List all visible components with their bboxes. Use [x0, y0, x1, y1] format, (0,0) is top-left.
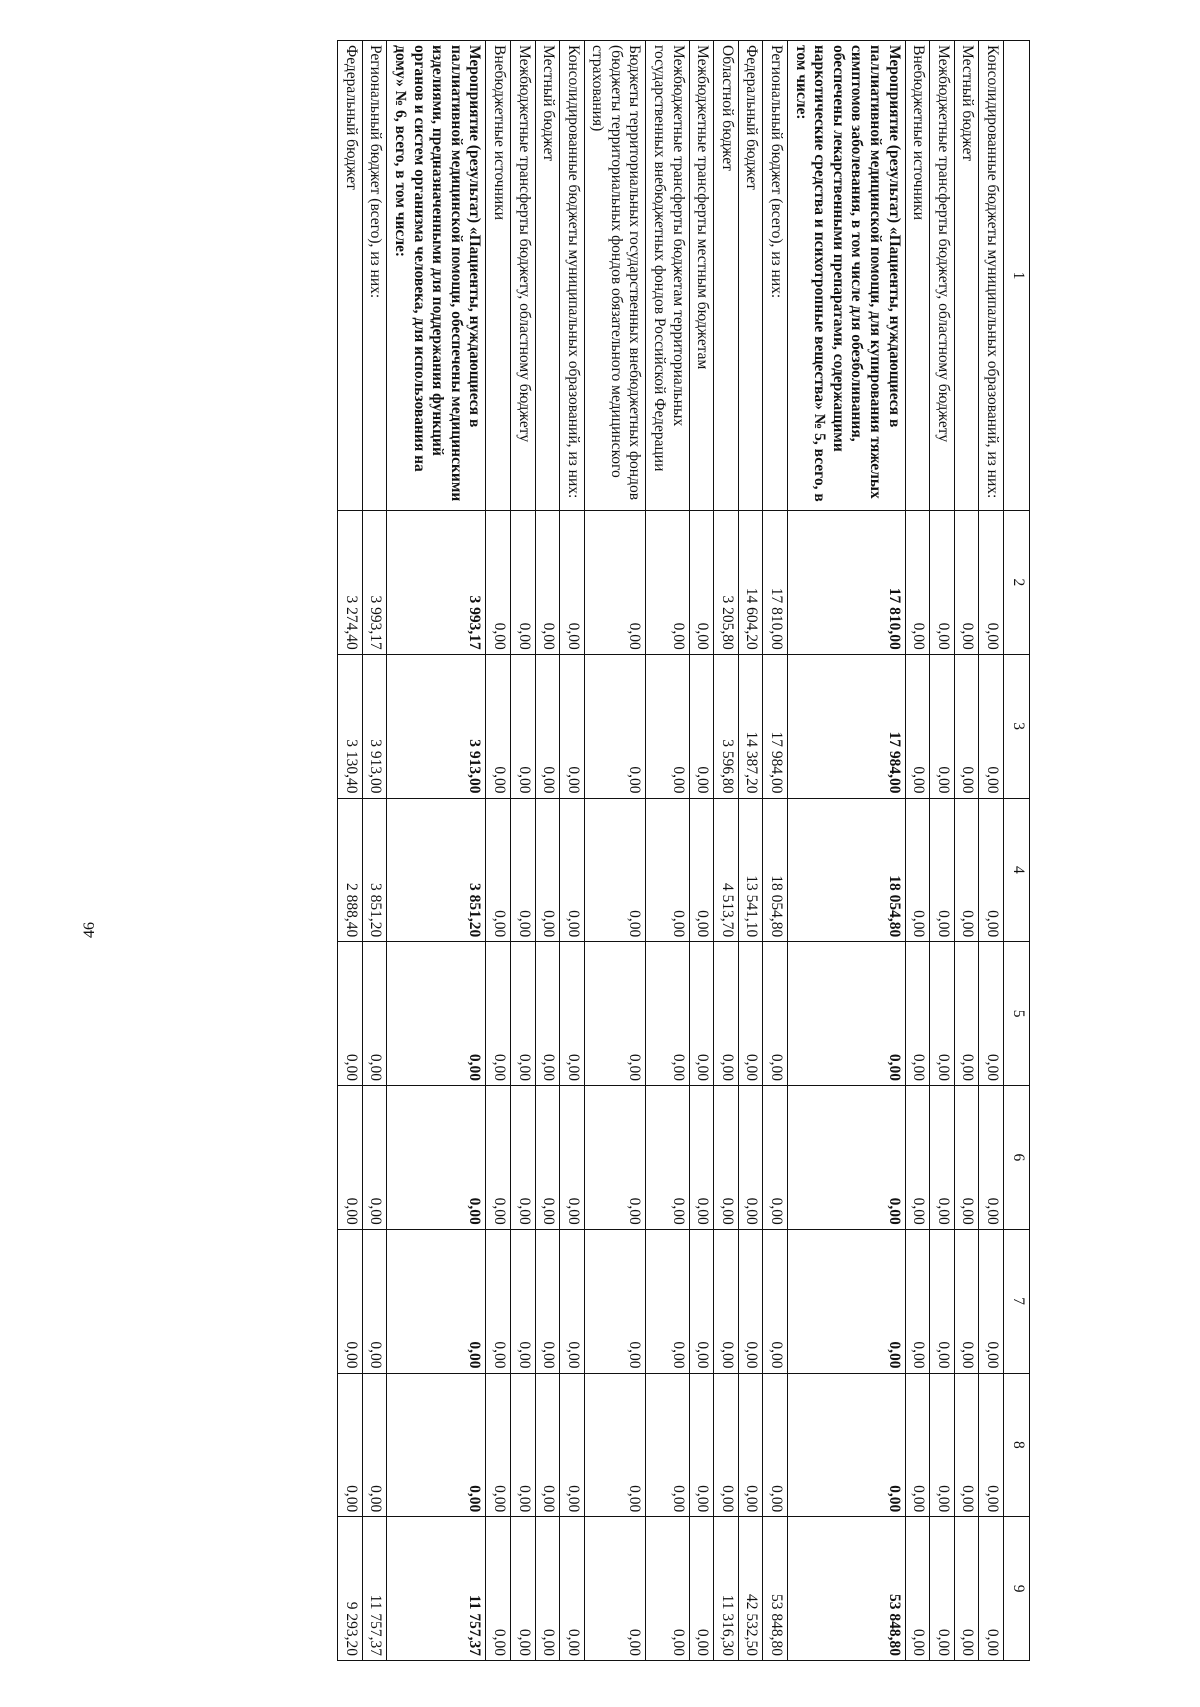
cell-value: 0,00	[338, 942, 363, 1086]
cell-value: 0,00	[510, 654, 535, 798]
cell-value: 0,00	[584, 798, 646, 942]
cell-value: 0,00	[954, 654, 979, 798]
cell-value: 18 054,80	[788, 798, 906, 942]
row-label: Мероприятие (результат) «Пациенты, нуждающиеся в паллиативной медицинской помощи, для купирования тяжелых симптомов заболевания, в том числе для обезболивания, обеспечены лекарственными препаратами, содержащими наркотические средства и психотропные вещества» № 5, всего, в том числе:	[788, 41, 906, 511]
column-header: 1	[1004, 41, 1030, 511]
cell-value: 3 913,00	[387, 654, 486, 798]
column-header: 2	[1004, 511, 1030, 655]
column-header: 7	[1004, 1229, 1030, 1373]
table-row	[738, 41, 763, 1661]
cell-value: 0,00	[584, 654, 646, 798]
table-row	[979, 41, 1004, 1661]
cell-value: 0,00	[486, 1517, 511, 1661]
cell-value: 0,00	[387, 1373, 486, 1517]
cell-value: 0,00	[763, 1229, 788, 1373]
cell-value: 0,00	[535, 511, 560, 655]
column-header: 9	[1004, 1517, 1030, 1661]
cell-value: 0,00	[646, 654, 689, 798]
cell-value: 0,00	[510, 942, 535, 1086]
row-label: Межбюджетные трансферты бюджету, областному бюджету	[930, 41, 955, 511]
table-row	[954, 41, 979, 1661]
cell-value: 0,00	[930, 511, 955, 655]
column-header: 5	[1004, 942, 1030, 1086]
cell-value: 0,00	[338, 1086, 363, 1230]
table-row	[584, 41, 646, 1661]
column-header: 4	[1004, 798, 1030, 942]
cell-value: 0,00	[486, 942, 511, 1086]
cell-value: 14 387,20	[738, 654, 763, 798]
cell-value: 0,00	[646, 511, 689, 655]
cell-value: 4 513,70	[714, 798, 739, 942]
cell-value: 0,00	[954, 1517, 979, 1661]
cell-value: 0,00	[905, 1086, 930, 1230]
row-label: Бюджеты территориальных государственных внебюджетных фондов (бюджеты территориальных фондов обязательного медицинского страхования)	[584, 41, 646, 511]
cell-value: 0,00	[535, 1229, 560, 1373]
cell-value: 0,00	[510, 1086, 535, 1230]
row-label: Межбюджетные трансферты бюджету, областному бюджету	[510, 41, 535, 511]
cell-value: 0,00	[584, 1517, 646, 1661]
cell-value: 0,00	[535, 942, 560, 1086]
cell-value: 0,00	[905, 511, 930, 655]
cell-value: 0,00	[486, 1373, 511, 1517]
cell-value: 0,00	[979, 1517, 1004, 1661]
cell-value: 42 532,50	[738, 1517, 763, 1661]
cell-value: 0,00	[714, 1229, 739, 1373]
cell-value: 0,00	[560, 511, 585, 655]
cell-value: 3 851,20	[387, 798, 486, 942]
page-number: 46	[81, 922, 98, 938]
table-row	[486, 41, 511, 1661]
cell-value: 0,00	[954, 1229, 979, 1373]
cell-value: 0,00	[930, 654, 955, 798]
cell-value: 0,00	[584, 1086, 646, 1230]
cell-value: 0,00	[510, 1373, 535, 1517]
row-label: Консолидированные бюджеты муниципальных образований, из них:	[979, 41, 1004, 511]
cell-value: 0,00	[486, 798, 511, 942]
row-label: Местный бюджет	[535, 41, 560, 511]
cell-value: 0,00	[788, 1086, 906, 1230]
cell-value: 0,00	[689, 1086, 714, 1230]
cell-value: 0,00	[560, 1373, 585, 1517]
row-label: Внебюджетные источники	[486, 41, 511, 511]
cell-value: 0,00	[362, 1373, 387, 1517]
cell-value: 0,00	[535, 798, 560, 942]
table-row	[560, 41, 585, 1661]
cell-value: 0,00	[646, 1373, 689, 1517]
cell-value: 0,00	[788, 1229, 906, 1373]
table-row	[338, 41, 363, 1661]
cell-value: 0,00	[714, 942, 739, 1086]
cell-value: 0,00	[788, 942, 906, 1086]
cell-value: 0,00	[905, 1373, 930, 1517]
table-row	[689, 41, 714, 1661]
row-label: Региональный бюджет (всего), из них:	[362, 41, 387, 511]
cell-value: 9 293,20	[338, 1517, 363, 1661]
column-header: 8	[1004, 1373, 1030, 1517]
cell-value: 3 993,17	[362, 511, 387, 655]
cell-value: 53 848,80	[788, 1517, 906, 1661]
cell-value: 0,00	[689, 1517, 714, 1661]
cell-value: 53 848,80	[763, 1517, 788, 1661]
cell-value: 0,00	[979, 942, 1004, 1086]
row-label: Федеральный бюджет	[738, 41, 763, 511]
cell-value: 14 604,20	[738, 511, 763, 655]
cell-value: 0,00	[689, 1229, 714, 1373]
cell-value: 0,00	[954, 798, 979, 942]
cell-value: 0,00	[905, 654, 930, 798]
cell-value: 0,00	[738, 1229, 763, 1373]
table-row	[714, 41, 739, 1661]
cell-value: 0,00	[560, 654, 585, 798]
table-row	[763, 41, 788, 1661]
cell-value: 3 913,00	[362, 654, 387, 798]
cell-value: 0,00	[905, 1517, 930, 1661]
cell-value: 0,00	[738, 1086, 763, 1230]
cell-value: 18 054,80	[763, 798, 788, 942]
table-row	[646, 41, 689, 1661]
cell-value: 0,00	[560, 1517, 585, 1661]
cell-value: 0,00	[979, 798, 1004, 942]
cell-value: 0,00	[646, 942, 689, 1086]
cell-value: 17 810,00	[788, 511, 906, 655]
cell-value: 0,00	[905, 798, 930, 942]
row-label: Консолидированные бюджеты муниципальных образований, из них:	[560, 41, 585, 511]
cell-value: 0,00	[387, 1229, 486, 1373]
cell-value: 0,00	[689, 798, 714, 942]
row-label: Местный бюджет	[954, 41, 979, 511]
table-row	[535, 41, 560, 1661]
cell-value: 0,00	[510, 798, 535, 942]
cell-value: 0,00	[362, 1229, 387, 1373]
cell-value: 0,00	[689, 511, 714, 655]
cell-value: 0,00	[714, 1373, 739, 1517]
cell-value: 0,00	[954, 1086, 979, 1230]
cell-value: 0,00	[738, 1373, 763, 1517]
cell-value: 0,00	[510, 1517, 535, 1661]
table-header-row	[1004, 41, 1030, 1661]
cell-value: 0,00	[560, 798, 585, 942]
column-header: 3	[1004, 654, 1030, 798]
cell-value: 0,00	[486, 1086, 511, 1230]
cell-value: 0,00	[788, 1373, 906, 1517]
cell-value: 0,00	[584, 511, 646, 655]
cell-value: 0,00	[535, 1517, 560, 1661]
cell-value: 0,00	[689, 1373, 714, 1517]
row-label: Мероприятие (результат) «Пациенты, нуждающиеся в паллиативной медицинской помощи, обеспечены медицинскими изделиями, предназначенными для поддержания функций органов и систем организма человека, для использования на дому» № 6, всего, в том числе:	[387, 41, 486, 511]
cell-value: 0,00	[584, 1373, 646, 1517]
cell-value: 0,00	[930, 942, 955, 1086]
table-row-measure	[387, 41, 486, 1661]
cell-value: 0,00	[362, 1086, 387, 1230]
cell-value: 0,00	[510, 1229, 535, 1373]
cell-value: 0,00	[763, 1086, 788, 1230]
table-row	[510, 41, 535, 1661]
cell-value: 0,00	[387, 1086, 486, 1230]
column-header: 6	[1004, 1086, 1030, 1230]
cell-value: 0,00	[738, 942, 763, 1086]
cell-value: 0,00	[763, 1373, 788, 1517]
cell-value: 0,00	[979, 1086, 1004, 1230]
cell-value: 0,00	[646, 1086, 689, 1230]
cell-value: 17 984,00	[788, 654, 906, 798]
cell-value: 17 810,00	[763, 511, 788, 655]
cell-value: 0,00	[930, 1229, 955, 1373]
table-row	[905, 41, 930, 1661]
cell-value: 0,00	[954, 511, 979, 655]
cell-value: 0,00	[338, 1229, 363, 1373]
cell-value: 0,00	[930, 1373, 955, 1517]
cell-value: 0,00	[535, 1373, 560, 1517]
cell-value: 0,00	[646, 798, 689, 942]
cell-value: 0,00	[510, 511, 535, 655]
cell-value: 0,00	[930, 798, 955, 942]
cell-value: 0,00	[689, 942, 714, 1086]
cell-value: 0,00	[646, 1517, 689, 1661]
row-label: Федеральный бюджет	[338, 41, 363, 511]
cell-value: 0,00	[979, 511, 1004, 655]
row-label: Внебюджетные источники	[905, 41, 930, 511]
cell-value: 3 993,17	[387, 511, 486, 655]
cell-value: 0,00	[979, 1229, 1004, 1373]
cell-value: 0,00	[979, 1373, 1004, 1517]
cell-value: 11 316,30	[714, 1517, 739, 1661]
cell-value: 0,00	[560, 942, 585, 1086]
cell-value: 0,00	[560, 1229, 585, 1373]
cell-value: 0,00	[646, 1229, 689, 1373]
cell-value: 0,00	[979, 654, 1004, 798]
cell-value: 2 888,40	[338, 798, 363, 942]
cell-value: 0,00	[486, 1229, 511, 1373]
cell-value: 3 130,40	[338, 654, 363, 798]
cell-value: 0,00	[763, 942, 788, 1086]
cell-value: 3 596,80	[714, 654, 739, 798]
table-row-measure	[788, 41, 906, 1661]
cell-value: 0,00	[714, 1086, 739, 1230]
row-label: Региональный бюджет (всего), из них:	[763, 41, 788, 511]
table-row	[930, 41, 955, 1661]
cell-value: 0,00	[905, 1229, 930, 1373]
cell-value: 0,00	[930, 1517, 955, 1661]
cell-value: 13 541,10	[738, 798, 763, 942]
cell-value: 0,00	[954, 1373, 979, 1517]
cell-value: 11 757,37	[362, 1517, 387, 1661]
cell-value: 11 757,37	[387, 1517, 486, 1661]
cell-value: 0,00	[954, 942, 979, 1086]
cell-value: 0,00	[535, 1086, 560, 1230]
cell-value: 3 851,20	[362, 798, 387, 942]
row-label: Межбюджетные трансферты местным бюджетам	[689, 41, 714, 511]
row-label: Межбюджетные трансферты бюджетам территориальных государственных внебюджетных фондов Российской Федерации	[646, 41, 689, 511]
cell-value: 3 274,40	[338, 511, 363, 655]
table-body	[338, 41, 1030, 1661]
cell-value: 0,00	[535, 654, 560, 798]
cell-value: 0,00	[486, 511, 511, 655]
cell-value: 0,00	[689, 654, 714, 798]
cell-value: 3 205,80	[714, 511, 739, 655]
rotated-page-content	[175, 40, 1030, 1660]
cell-value: 0,00	[584, 1229, 646, 1373]
cell-value: 0,00	[560, 1086, 585, 1230]
cell-value: 0,00	[905, 942, 930, 1086]
cell-value: 0,00	[930, 1086, 955, 1230]
table-row	[362, 41, 387, 1661]
row-label: Областной бюджет	[714, 41, 739, 511]
cell-value: 0,00	[362, 942, 387, 1086]
cell-value: 17 984,00	[763, 654, 788, 798]
cell-value: 0,00	[584, 942, 646, 1086]
cell-value: 0,00	[387, 942, 486, 1086]
cell-value: 0,00	[338, 1373, 363, 1517]
cell-value: 0,00	[486, 654, 511, 798]
budget-table	[337, 40, 1030, 1661]
